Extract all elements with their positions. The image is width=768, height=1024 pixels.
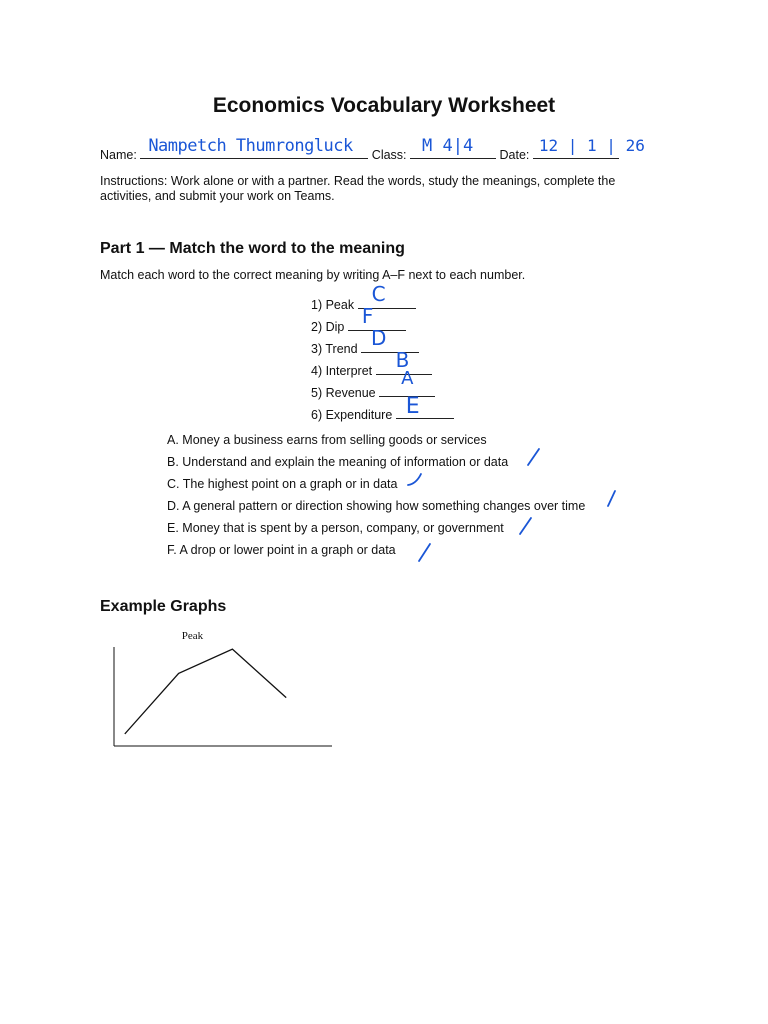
answer-value: F	[361, 304, 374, 328]
option-a: A. Money a business earns from selling goods or services	[167, 433, 487, 447]
example-line-chart	[100, 625, 340, 755]
answer-value: C	[371, 282, 386, 306]
list-item	[311, 394, 454, 422]
class-value: M 4|4	[422, 136, 474, 156]
answer-value: B	[395, 348, 410, 372]
item-label: 4) Interpret	[311, 364, 373, 378]
class-label: Class:	[371, 148, 407, 162]
option-e: E. Money that is spent by a person, company, or government	[167, 521, 504, 535]
date-field[interactable]	[533, 136, 645, 159]
option-b: B. Understand and explain the meaning of information or data	[167, 455, 509, 469]
option-f: F. A drop or lower point in a graph or data	[167, 543, 396, 557]
check-mark-icon	[604, 488, 620, 510]
class-field[interactable]	[410, 136, 496, 159]
item-label: 2) Dip	[311, 320, 345, 334]
item-label: 1) Peak	[311, 298, 355, 312]
date-label: Date:	[499, 148, 530, 162]
item-label: 3) Trend	[311, 342, 358, 356]
part1-heading: Part 1 — Match the word to the meaning	[100, 240, 405, 257]
check-mark-icon	[406, 470, 426, 490]
header-fields	[100, 136, 645, 162]
name-field[interactable]	[140, 136, 368, 159]
answer-value: E	[405, 394, 420, 419]
option-c: C. The highest point on a graph or in data	[167, 477, 398, 491]
answer-value: A	[401, 368, 414, 389]
instructions: Instructions: Work alone or with a partner. Read the words, study the meanings, complete the activities, and submit your work on Teams.	[100, 174, 616, 203]
name-label: Name:	[100, 148, 137, 162]
check-mark-icon	[518, 515, 536, 537]
part1-prompt: Match each word to the correct meaning by writing A–F next to each number.	[100, 268, 526, 282]
option-d: D. A general pattern or direction showing how something changes over time	[167, 499, 586, 513]
series-line	[125, 649, 286, 734]
check-mark-icon	[416, 540, 434, 564]
peak-annotation: Peak	[181, 630, 204, 643]
date-value: 12 | 1 | 26	[538, 136, 645, 155]
example-graphs-heading: Example Graphs	[100, 598, 227, 615]
answer-field[interactable]	[361, 326, 419, 353]
item-label: 6) Expenditure	[311, 408, 393, 422]
worksheet-title: Economics Vocabulary Worksheet	[212, 94, 556, 117]
answer-field[interactable]	[396, 394, 454, 419]
check-mark-icon	[524, 446, 544, 468]
name-value: Nampetch Thumrongluck	[148, 136, 353, 156]
item-label: 5) Revenue	[311, 386, 376, 400]
answer-value: D	[371, 326, 387, 350]
